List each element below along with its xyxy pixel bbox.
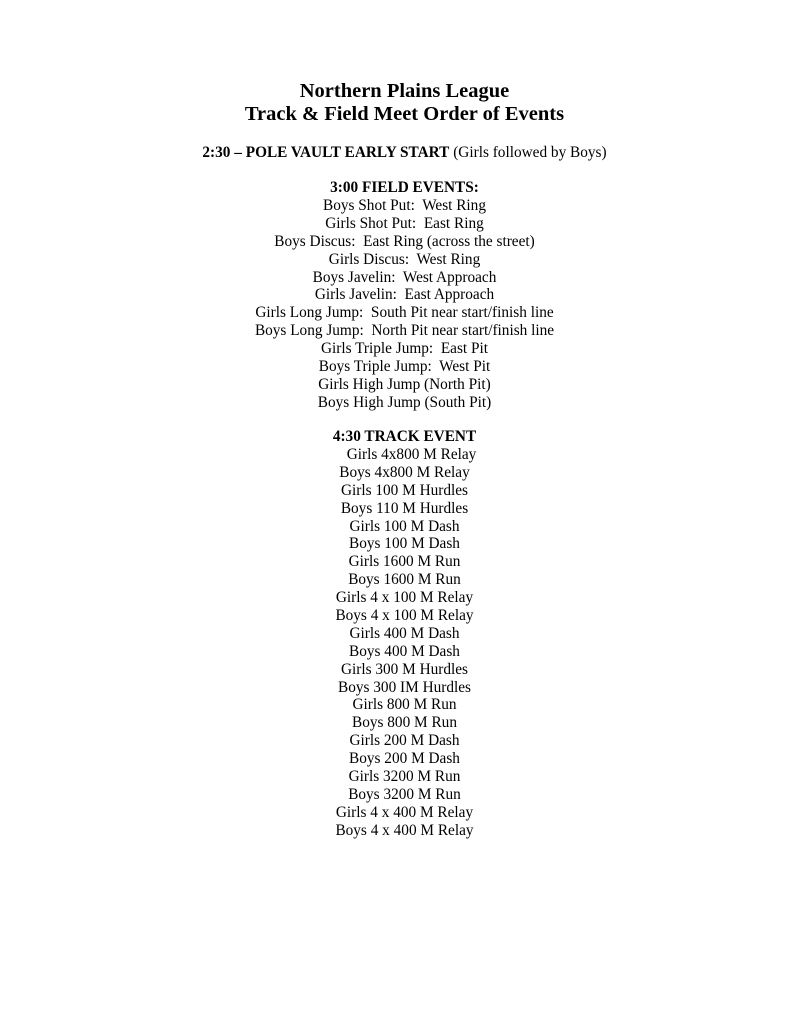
track-event-item: Girls 4x800 M Relay [346,446,477,463]
track-event-item: Girls 200 M Dash [349,732,460,750]
pole-vault-heading: 2:30 – POLE VAULT EARLY START [202,144,450,161]
track-events-list [0,446,791,840]
track-events-heading: 4:30 TRACK EVENT [332,428,477,445]
track-event-item: Girls 4 x 400 M Relay [335,803,474,821]
track-event-item: Boys 800 M Run [352,714,457,732]
track-event-item: Boys 4x800 M Relay [339,463,470,481]
field-event-item: Boys Javelin: West Approach [312,268,497,286]
field-events-list [0,197,791,412]
pole-vault-line [0,143,791,163]
field-event-item: Boys High Jump (South Pit) [317,393,492,411]
track-event-item: Girls 100 M Hurdles [340,481,469,499]
track-event-item: Girls 800 M Run [352,696,457,714]
track-event-item: Girls 1600 M Run [348,553,461,571]
field-event-item: Girls Javelin: East Approach [314,286,495,304]
field-event-item: Girls Triple Jump: East Pit [320,340,489,358]
track-event-item: Boys 100 M Dash [349,535,460,553]
track-event-item: Boys 4 x 100 M Relay [335,607,474,625]
track-event-item: Girls 3200 M Run [348,768,461,786]
track-events-section [0,428,791,840]
track-event-item: Girls 100 M Dash [349,517,460,535]
field-event-item: Girls Shot Put: East Ring [325,214,484,232]
field-event-item: Boys Discus: East Ring (across the street) [274,232,535,250]
track-event-item: Girls 300 M Hurdles [340,660,469,678]
field-event-item: Boys Long Jump: North Pit near start/finish line [254,322,555,340]
track-event-item: Boys 200 M Dash [349,750,460,768]
field-events-heading: 3:00 FIELD EVENTS: [330,179,479,196]
field-event-item: Girls Discus: West Ring [328,250,481,268]
field-event-item: Girls Long Jump: South Pit near start/finish line [255,304,554,322]
track-event-item: Girls 400 M Dash [349,624,460,642]
field-event-item: Boys Triple Jump: West Pit [318,358,491,376]
document-title: Track & Field Meet Order of Events [244,103,565,125]
track-event-item: Boys 400 M Dash [349,642,460,660]
field-event-item: Girls High Jump (North Pit) [318,375,491,393]
league-title: Northern Plains League [299,80,510,102]
track-event-item: Girls 4 x 100 M Relay [335,589,474,607]
track-event-item: Boys 1600 M Run [348,571,461,589]
track-event-item: Boys 300 IM Hurdles [338,678,471,696]
pole-vault-note: (Girls followed by Boys) [453,144,607,161]
field-events-section [0,179,791,412]
field-event-item: Boys Shot Put: West Ring [323,197,486,214]
track-event-item: Boys 3200 M Run [348,785,461,803]
track-event-item: Boys 4 x 400 M Relay [335,821,474,839]
track-event-item: Boys 110 M Hurdles [340,499,469,517]
